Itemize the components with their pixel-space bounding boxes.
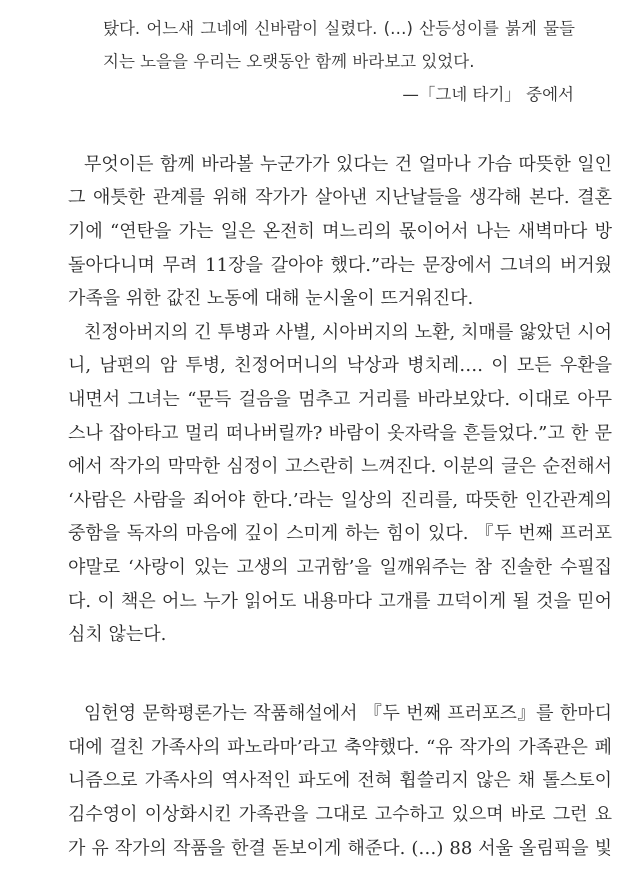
text-line: 가 유 작가의 작품을 한결 돋보이게 해준다. (…) 88 서울 올림픽을 빛 [68,838,612,859]
text-line: 다. 이 책은 어느 누가 읽어도 내용마다 고개를 끄덕이게 될 것을 믿어 [68,591,612,612]
quote-source: —「그네 타기」 중에서 [402,85,574,104]
text-line: 야말로 ‘사랑이 있는 고생의 고귀함’을 일깨워주는 참 진솔한 수필집 [68,557,612,578]
text-line: 니즘으로 가족사의 역사적인 파도에 전혀 휩쓸리지 않은 채 톨스토이 [68,770,612,791]
text-line: ‘사람은 사람을 죄어야 한다.’라는 일상의 진리를, 따뜻한 인간관계의 [68,490,612,511]
quote-line: 지는 노을을 우리는 오랫동안 함께 바라보고 있었다. [103,52,475,71]
text-line: 에서 작가의 막막한 심정이 고스란히 느껴진다. 이분의 글은 순전해서 [68,456,612,477]
text-line: 대에 걸친 가족사의 파노라마’라고 축약했다. “유 작가의 가족관은 페 [68,737,612,758]
text-line: 친정아버지의 긴 투병과 사별, 시아버지의 노환, 치매를 앓았던 시어 [84,322,612,343]
text-line: 가족을 위한 값진 노동에 대해 눈시울이 뜨거워진다. [68,288,474,309]
text-line: 그 애틋한 관계를 위해 작가가 살아낸 지난날들을 생각해 본다. 결혼 [68,187,612,208]
text-line: 심치 않는다. [68,624,167,645]
text-line: 임헌영 문학평론가는 작품해설에서 『두 번째 프러포즈』를 한마디 [84,703,612,724]
text-line: 중함을 독자의 마음에 깊이 스미게 하는 힘이 있다. 『두 번째 프러포 [68,523,612,544]
text-line: 돌아다니며 무려 11장을 갈아야 했다.”라는 문장에서 그녀의 버거웠 [68,255,612,276]
text-line: 무엇이든 함께 바라볼 누군가가 있다는 건 얼마나 가슴 따뜻한 일인 [84,154,612,175]
text-line: 니, 남편의 암 투병, 친정어머니의 낙상과 병치레…. 이 모든 우환을 [68,355,612,376]
text-line: 김수영이 이상화시킨 가족관을 그대로 고수하고 있으며 바로 그런 요 [68,804,612,825]
quote-line: 탔다. 어느새 그네에 신바람이 실렸다. (…) 산등성이를 붉게 물들 [103,19,575,38]
text-line: 내면서 그녀는 “문득 걸음을 멈추고 거리를 바라보았다. 이대로 아무 [68,389,612,410]
text-line: 기에 “연탄을 가는 일은 온전히 며느리의 몫이어서 나는 새벽마다 방 [68,221,612,242]
text-line: 스나 잡아타고 멀리 떠나버릴까? 바람이 옷자락을 흔들었다.”고 한 문 [68,423,612,444]
